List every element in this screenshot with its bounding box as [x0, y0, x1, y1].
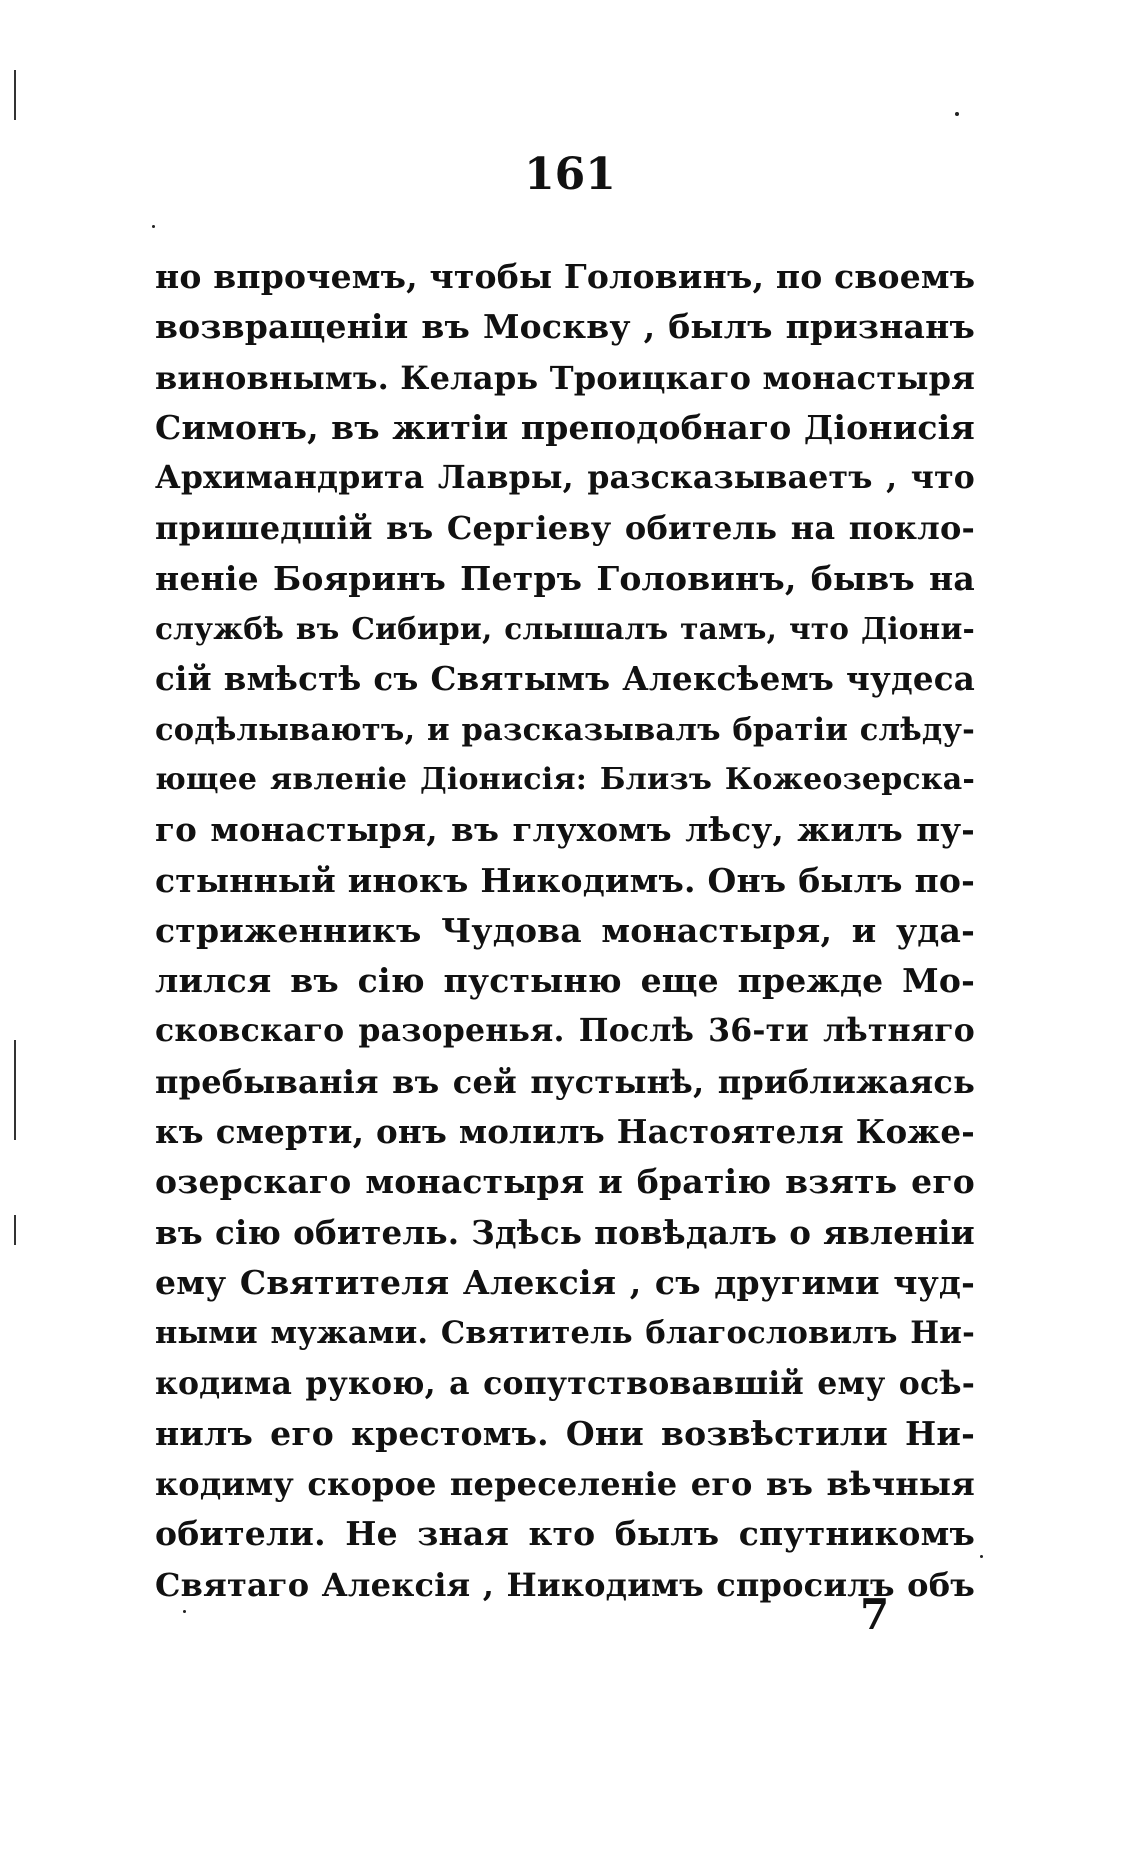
text-line: виновнымъ. Келарь Троицкаго монастыря — [155, 358, 975, 397]
text-line: содѣлываютъ, и разсказывалъ братіи слѣду- — [155, 711, 975, 748]
text-line: кодиму скорое переселеніе его въ вѣчныя — [155, 1465, 975, 1504]
text-line: пришедшій въ Сергіеву обитель на покло- — [155, 509, 975, 548]
scan-speck — [152, 225, 155, 228]
scan-speck — [183, 1610, 186, 1613]
text-line: сій вмѣстѣ съ Святымъ Алексѣемъ чудеса — [155, 659, 975, 699]
text-line: стриженникъ Чудова монастыря, и уда- — [155, 910, 975, 950]
scan-speck — [955, 112, 959, 116]
text-line: къ смерти, онъ молилъ Настоятеля Коже- — [155, 1112, 975, 1152]
text-line: озерскаго монастыря и братію взять его — [155, 1162, 975, 1202]
body-text — [155, 252, 975, 1610]
scan-speck — [980, 1555, 983, 1558]
text-line: кодима рукою, а сопутствовавшій ему осѣ- — [155, 1364, 975, 1402]
text-line: возвращеніи въ Москву , былъ признанъ — [155, 307, 975, 347]
text-line: но впрочемъ, чтобы Головинъ, по своемъ — [155, 257, 975, 296]
margin-scan-mark — [14, 1040, 16, 1140]
text-line: нилъ его крестомъ. Они возвѣстили Ни- — [155, 1413, 975, 1453]
signature-mark: 7 — [860, 1590, 890, 1639]
text-line: Святаго Алексія , Никодимъ спросилъ объ — [155, 1565, 975, 1604]
text-line: го монастыря, въ глухомъ лѣсу, жилъ пу- — [155, 810, 975, 850]
text-line: неніе Бояринъ Петръ Головинъ, бывъ на — [155, 558, 975, 598]
text-line: лился въ сію пустыню еще прежде Мо- — [155, 961, 975, 1001]
text-line: ему Святителя Алексія , съ другими чуд- — [155, 1262, 975, 1302]
text-line: обители. Не зная кто былъ спутникомъ — [155, 1514, 975, 1554]
text-line: Архимандрита Лавры, разсказываетъ , что — [155, 459, 975, 497]
text-line: ющее явленіе Діонисія: Близъ Кожеозерска- — [155, 761, 975, 797]
text-line: ными мужами. Святитель благословилъ Ни- — [155, 1315, 975, 1352]
text-line: въ сію обитель. Здѣсь повѣдалъ о явленіи — [155, 1212, 975, 1252]
page-number: 161 — [524, 149, 616, 200]
text-line: Симонъ, въ житіи преподобнаго Діонисія — [155, 407, 975, 447]
text-line: службѣ въ Сибири, слышалъ тамъ, что Діони- — [155, 611, 975, 647]
text-line: пребыванія въ сей пустынѣ, приближаясь — [155, 1062, 975, 1101]
margin-scan-mark — [14, 70, 16, 120]
text-line: стынный инокъ Никодимъ. Онъ былъ по- — [155, 860, 975, 900]
margin-scan-mark — [14, 1215, 16, 1245]
text-line: сковскаго разоренья. Послѣ 36-ти лѣтняго — [155, 1012, 975, 1050]
